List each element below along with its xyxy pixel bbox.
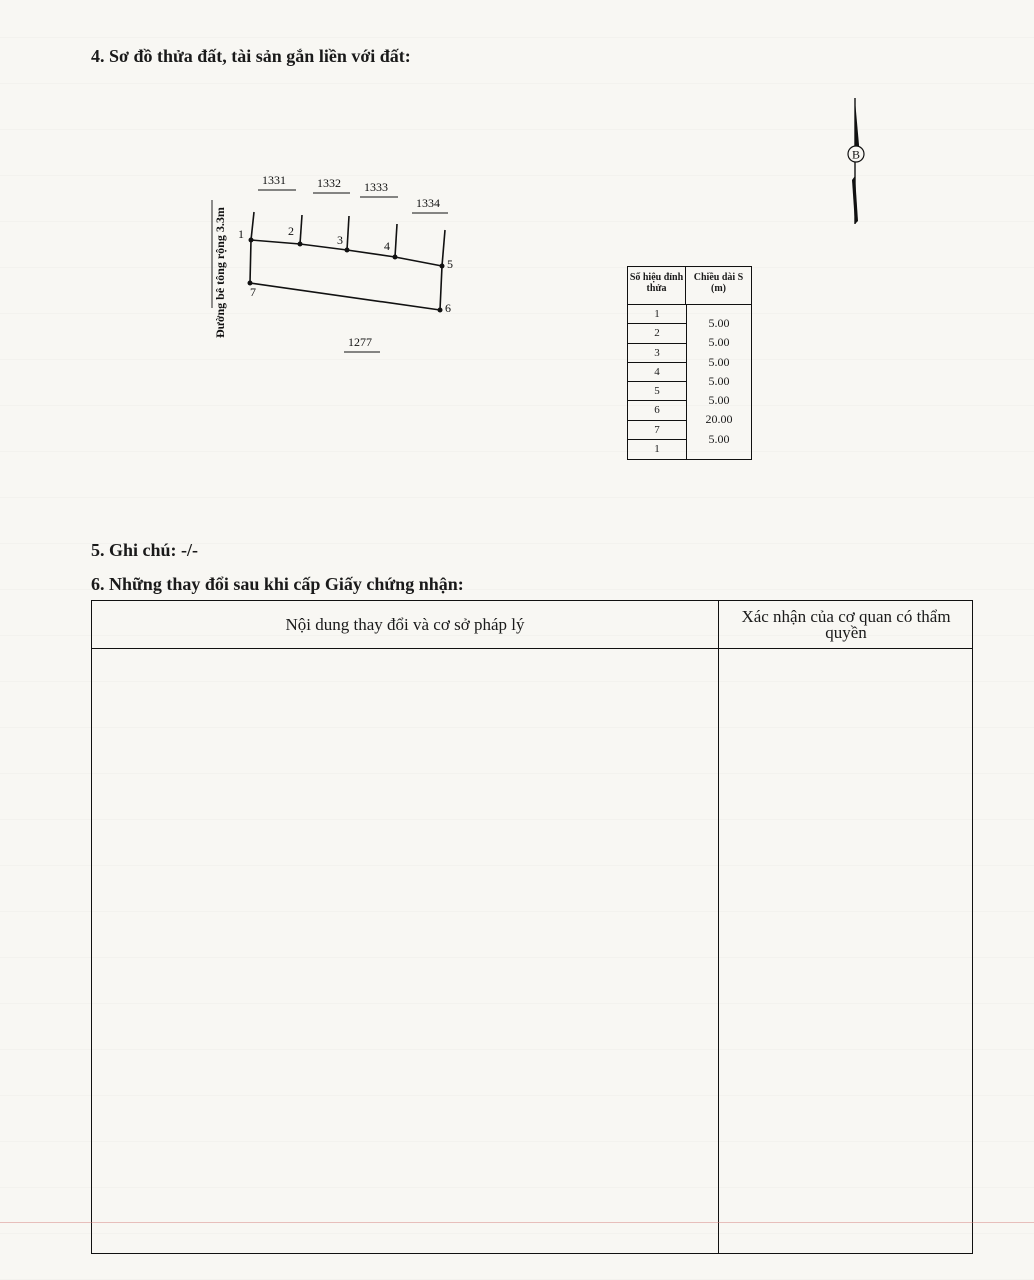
header-divider xyxy=(92,648,972,649)
vertex-column xyxy=(628,305,687,459)
changes-table xyxy=(91,600,973,1254)
vertex-cell: 1 xyxy=(628,305,686,324)
vertex-2 xyxy=(298,242,303,247)
boundary-stub-5 xyxy=(442,230,445,266)
vertex-cell: 1 xyxy=(654,443,660,456)
distance-table-header xyxy=(628,267,751,305)
changes-heading: 6. Những thay đổi sau khi cấp Giấy chứng nhận: xyxy=(91,574,464,594)
vertex-label-5: 5 xyxy=(447,257,453,271)
north-arrow xyxy=(836,96,876,236)
length-cell: 5.00 xyxy=(708,393,730,408)
vertex-cell: 4 xyxy=(628,363,686,382)
vertex-cell: 7 xyxy=(628,421,686,440)
parcel-1332: 1332 xyxy=(317,176,341,190)
vertex-cell: 2 xyxy=(628,324,686,343)
vertex-label-6: 6 xyxy=(445,301,451,315)
vertex-label-2: 2 xyxy=(288,224,294,238)
scan-artifact-line xyxy=(0,1222,1034,1223)
header-vertex-id: Số hiệu đỉnh thửa xyxy=(628,267,686,304)
boundary-stub-3 xyxy=(347,216,349,250)
boundary-stub-2 xyxy=(300,215,302,244)
boundary-stub-4 xyxy=(395,224,397,257)
parcel-1277: 1277 xyxy=(348,335,372,349)
diagram-heading: 4. Sơ đồ thửa đất, tài sản gắn liền với đất: xyxy=(91,46,411,66)
land-parcel-diagram xyxy=(200,160,500,360)
vertex-5 xyxy=(440,264,445,269)
length-cell: 5.00 xyxy=(708,373,730,388)
length-cell: 5.00 xyxy=(708,335,730,350)
notes-heading: 5. Ghi chú: -/- xyxy=(91,540,199,560)
vertex-label-3: 3 xyxy=(337,233,343,247)
boundary-stub-1 xyxy=(251,212,254,240)
vertex-cell: 3 xyxy=(628,344,686,363)
header-length: Chiều dài S (m) xyxy=(693,272,744,294)
vertex-4 xyxy=(393,255,398,260)
north-label: B xyxy=(851,147,861,162)
length-cell: 5.00 xyxy=(708,431,730,446)
vertex-3 xyxy=(345,248,350,253)
length-cell: 5.00 xyxy=(708,316,730,330)
length-column xyxy=(687,305,751,459)
road-label: Đường bê tông rộng 3.3m xyxy=(213,207,227,338)
vertex-1 xyxy=(249,238,254,243)
authority-confirmation-header: Xác nhận của cơ quan có thẩm quyền xyxy=(741,606,951,642)
length-cell: 20.00 xyxy=(705,412,733,427)
changes-content-header: Nội dung thay đổi và cơ sở pháp lý xyxy=(285,614,525,634)
parcel-1334: 1334 xyxy=(416,196,440,210)
parcel-1331: 1331 xyxy=(262,173,286,187)
vertex-label-4: 4 xyxy=(384,239,390,253)
parcel-1333: 1333 xyxy=(364,180,388,194)
column-divider xyxy=(718,601,719,1253)
vertex-distance-table xyxy=(627,266,752,460)
vertex-cell: 5 xyxy=(628,382,686,401)
vertex-6 xyxy=(438,308,443,313)
vertex-label-7: 7 xyxy=(250,285,256,299)
vertex-label-1: 1 xyxy=(238,227,244,241)
vertex-cell: 6 xyxy=(628,401,686,420)
north-arrow-tail xyxy=(852,176,858,224)
length-cell: 5.00 xyxy=(708,354,730,369)
